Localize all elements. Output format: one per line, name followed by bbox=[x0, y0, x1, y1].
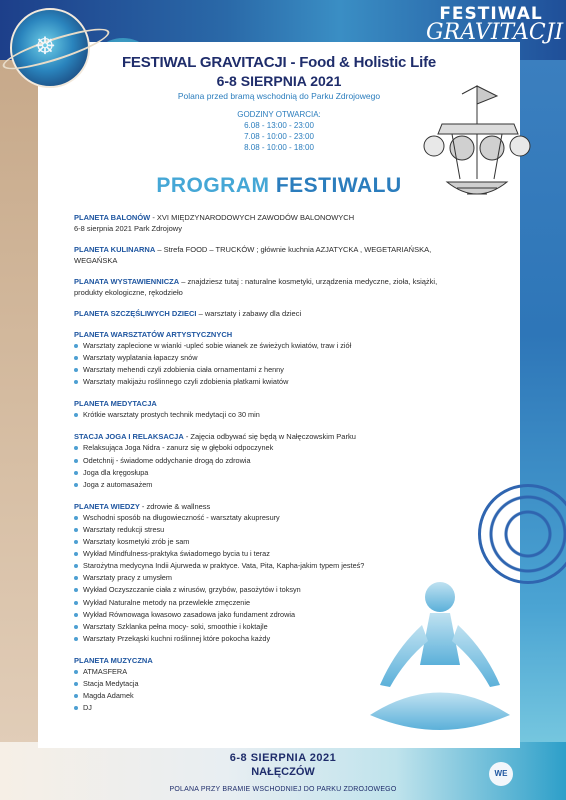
meditation-list bbox=[74, 409, 474, 421]
list-item: Warsztaty mehendi czyli zdobienia ciała ornamentami z henny bbox=[74, 364, 474, 376]
left-decorative-strip bbox=[0, 60, 38, 745]
opening-hours-title: GODZINY OTWARCIA: bbox=[237, 110, 321, 119]
section-title: PLANETA SZCZĘŚLIWYCH DZIECI bbox=[74, 309, 197, 318]
festival-title: FESTIWAL GRAVITACJI - Food & Holistic Life bbox=[121, 54, 437, 71]
section-title: PLANETA MUZYCZNA bbox=[74, 655, 153, 665]
list-item: Warsztaty wyplatania łapaczy snów bbox=[74, 352, 474, 364]
section-title: PLANETA BALONÓW bbox=[74, 213, 151, 222]
festival-dates: 6-8 SIERPNIA 2021 bbox=[216, 73, 342, 89]
list-item: Odetchnij - świadome oddychanie drogą do zdrowia bbox=[74, 455, 474, 467]
list-item: Relaksująca Joga Nidra - zanurz się w głęboki odpoczynek bbox=[74, 442, 474, 454]
list-item: DJ bbox=[74, 702, 474, 714]
section-description: – znajdziesz tutaj : naturalne kosmetyki, urządzenia medyczne, zioła, książki, bbox=[179, 277, 438, 286]
list-item: Wykład Równowaga kwasowo zasadowa jako fundament zdrowia bbox=[74, 609, 474, 621]
program-heading-part1: PROGRAM bbox=[156, 174, 270, 197]
section-title: PLANETA WARSZTATÓW ARTYSTYCZNYCH bbox=[74, 330, 233, 339]
footer-dates: 6-8 SIERPNIA 2021 bbox=[229, 752, 337, 764]
list-item: Wykład Naturalne metody na przewlekłe zmęczenie bbox=[74, 597, 474, 609]
list-item: Warsztaty makijażu roślinnego czyli zdobienia płatkami kwiatów bbox=[74, 376, 474, 388]
section-description: - Zajęcia odbywać się będą w Nałęczowskim Parku bbox=[183, 432, 356, 442]
section-description-line2: produkty ekologiczne, rękodzieło bbox=[74, 288, 183, 297]
logo-line1: FESTIWAL bbox=[439, 4, 543, 24]
meditating-figure-icon bbox=[360, 575, 520, 750]
section-title: STACJA JOGA I RELAKSACJA bbox=[74, 432, 184, 442]
section-title: PLANATA WYSTAWIENNICZA bbox=[74, 277, 180, 286]
section-artistic-workshops bbox=[74, 329, 474, 388]
section-description-line2: WEGAŃSKA bbox=[74, 256, 118, 265]
logo-line2: GRAVITACJI bbox=[426, 20, 564, 45]
festival-place: Polana przed bramą wschodnią do Parku Zdrojowego bbox=[177, 91, 381, 101]
list-item: Warsztaty Szklanka pełna mocy- soki, smoothie i koktajle bbox=[74, 621, 474, 633]
section-meditation bbox=[74, 398, 474, 421]
section-title: PLANETA WIEDZY bbox=[74, 501, 140, 511]
section-exhibition bbox=[74, 276, 474, 298]
list-item: Warsztaty redukcji stresu bbox=[74, 524, 474, 536]
hot-air-balloon-icon bbox=[422, 84, 532, 214]
yoga-list bbox=[74, 442, 474, 490]
list-item: Wschodni sposób na długowieczność - warsztaty akupresury bbox=[74, 512, 474, 524]
section-balloons bbox=[74, 212, 474, 234]
we-badge: WE bbox=[489, 762, 513, 786]
section-description: - zdrowie & wallness bbox=[139, 501, 211, 511]
section-description-line2: 6-8 sierpnia 2021 Park Zdrojowy bbox=[74, 224, 182, 233]
planet-figure-icon: ☸ bbox=[34, 33, 56, 60]
list-item: Wykład Mindfulness-praktyka świadomego bycia tu i teraz bbox=[74, 548, 474, 560]
section-culinary bbox=[74, 244, 474, 266]
section-title: PLANETA MEDYTACJA bbox=[74, 399, 157, 409]
opening-hours-day-2: 7.08 - 10:00 - 23:00 bbox=[244, 132, 314, 141]
footer-place: POLANA PRZY BRAMIE WSCHODNIEJ DO PARKU ZDROJOWEGO bbox=[169, 786, 397, 793]
list-item: Krótkie warsztaty prostych technik medytacji co 30 min bbox=[74, 409, 474, 421]
section-kids bbox=[74, 308, 474, 319]
section-description: – warsztaty i zabawy dla dzieci bbox=[196, 309, 302, 318]
list-item: Joga z automasażem bbox=[74, 479, 474, 491]
list-item: Starożytna medycyna Indii Ajurweda w praktyce. Vata, Pita, Kapha-jakim typem jesteś? bbox=[74, 560, 474, 572]
list-item: Joga dla kręgosłupa bbox=[74, 467, 474, 479]
list-item: Warsztaty pracy z umysłem bbox=[74, 572, 474, 584]
festival-logo bbox=[426, 4, 564, 45]
list-item: ATMASFERA bbox=[74, 666, 474, 678]
list-item: Stacja Medytacja bbox=[74, 678, 474, 690]
opening-hours-day-3: 8.08 - 10:00 - 18:00 bbox=[244, 143, 314, 152]
list-item: Warsztaty kosmetyki zrób je sam bbox=[74, 536, 474, 548]
list-item: Wykład Oczyszczanie ciała z wirusów, grzybów, pasożytów i toksyn bbox=[74, 584, 474, 596]
section-title: PLANETA KULINARNA bbox=[74, 245, 156, 254]
poster-footer bbox=[0, 752, 566, 793]
list-item: Warsztaty zaplecione w wianki -upleć sobie wianek ze świeżych kwiatów, traw i ziół bbox=[74, 340, 474, 352]
section-description: – Strefa FOOD – TRUCKÓW ; głównie kuchnia AZJATYCKA , WEGETARIAŃSKA, bbox=[155, 245, 432, 254]
list-item: Magda Adamek bbox=[74, 690, 474, 702]
artistic-workshops-list bbox=[74, 340, 474, 388]
opening-hours-day-1: 6.08 - 13:00 - 23:00 bbox=[244, 121, 314, 130]
footer-city: NAŁĘCZÓW bbox=[251, 766, 315, 778]
section-yoga bbox=[74, 431, 474, 490]
section-description: - XVI MIĘDZYNARODOWYCH ZAWODÓW BALONOWYCH bbox=[150, 213, 355, 222]
program-heading-part2: FESTIWALU bbox=[269, 174, 402, 197]
list-item: Warsztaty Przekąski kuchni roślinnej które pokocha każdy bbox=[74, 633, 474, 645]
